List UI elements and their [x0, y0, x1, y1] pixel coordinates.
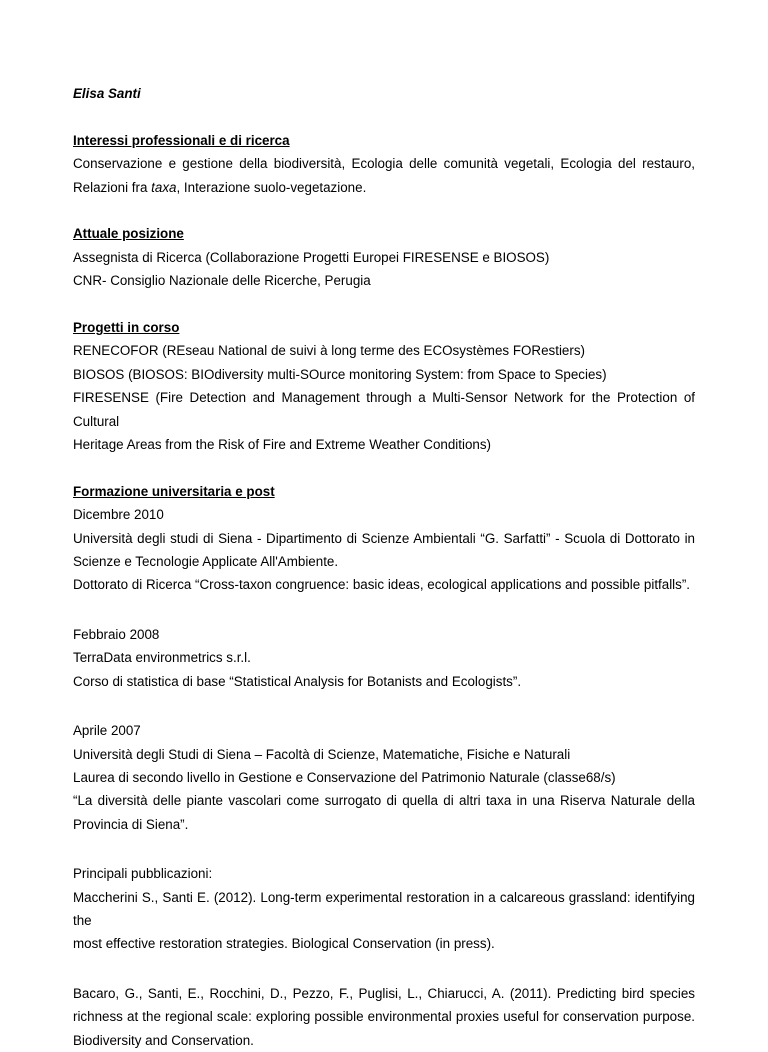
progetti-line-4: Heritage Areas from the Risk of Fire and Extreme Weather Conditions): [73, 437, 492, 453]
interessi-taxa-italic: taxa: [151, 179, 177, 195]
heading-formazione: Formazione universitaria e post: [73, 483, 275, 499]
formazione-entry3-line-4: Provincia di Siena”.: [73, 816, 189, 832]
formazione-entry3-line-1: Università degli Studi di Siena – Facoltà di Scienze, Matematiche, Fisiche e Naturali: [73, 746, 571, 762]
interessi-line-2: [73, 176, 695, 199]
interessi-line-1: Conservazione e gestione della biodiversità, Ecologia delle comunità vegetali, Ecologia del restauro,: [73, 156, 695, 172]
heading-pubblicazioni: Principali pubblicazioni:: [73, 866, 213, 882]
pub2-line-1: Bacaro, G., Santi, E., Rocchini, D., Pezzo, F., Puglisi, L., Chiarucci, A. (2011). Predicting bird species: [73, 985, 695, 1001]
heading-posizione: Attuale posizione: [73, 226, 184, 242]
formazione-entry1-date: Dicembre 2010: [73, 507, 164, 523]
formazione-entry1-line-3: Dottorato di Ricerca “Cross-taxon congruence: basic ideas, ecological applications and possible pitfalls”.: [73, 577, 691, 593]
formazione-entry2-line-2: Corso di statistica di base “Statistical Analysis for Botanists and Ecologists”.: [73, 673, 522, 689]
progetti-line-3: FIRESENSE (Fire Detection and Management through a Multi-Sensor Network for the Protection of Cultural: [73, 390, 695, 429]
formazione-entry2-date: Febbraio 2008: [73, 626, 160, 642]
formazione-entry3-line-3: “La diversità delle piante vascolari come surrogato di quella di altri taxa in una Riserva Naturale della: [73, 793, 695, 809]
posizione-line-1: Assegnista di Ricerca (Collaborazione Progetti Europei FIRESENSE e BIOSOS): [73, 249, 550, 265]
progetti-line-2: BIOSOS (BIOSOS: BIOdiversity multi-SOurce monitoring System: from Space to Species): [73, 366, 607, 382]
formazione-entry3-line-2: Laurea di secondo livello in Gestione e Conservazione del Patrimonio Naturale (classe68/s): [73, 769, 616, 785]
author-name: Elisa Santi: [73, 86, 141, 101]
formazione-entry3-date: Aprile 2007: [73, 723, 141, 739]
pub1-line-2: most effective restoration strategies. Biological Conservation (in press).: [73, 936, 495, 952]
interessi-line-2-start: Relazioni fra: [73, 179, 152, 195]
pub1-line-1: Maccherini S., Santi E. (2012). Long-term experimental restoration in a calcareous grassland: identifying the: [73, 889, 695, 928]
heading-progetti: Progetti in corso: [73, 320, 180, 336]
formazione-entry1-line-2: Scienze e Tecnologie Applicate All'Ambiente.: [73, 554, 339, 570]
pub2-line-3: Biodiversity and Conservation.: [73, 1032, 254, 1048]
formazione-entry1-line-1: Università degli studi di Siena - Dipartimento di Scienze Ambientali “G. Sarfatti” - Scuola di Dottorato in: [73, 530, 695, 546]
cv-document: [73, 82, 695, 1052]
pub2-line-2: richness at the regional scale: exploring possible environmental proxies useful for conservation purpose.: [73, 1009, 695, 1025]
heading-interessi: Interessi professionali e di ricerca: [73, 132, 290, 148]
formazione-entry2-line-1: TerraData environmetrics s.r.l.: [73, 650, 251, 666]
interessi-line-2-end: , Interazione suolo-vegetazione.: [176, 179, 367, 195]
progetti-line-1: RENECOFOR (REseau National de suivi à long terme des ECOsystèmes FORestiers): [73, 343, 585, 359]
posizione-line-2: CNR- Consiglio Nazionale delle Ricerche, Perugia: [73, 273, 371, 289]
